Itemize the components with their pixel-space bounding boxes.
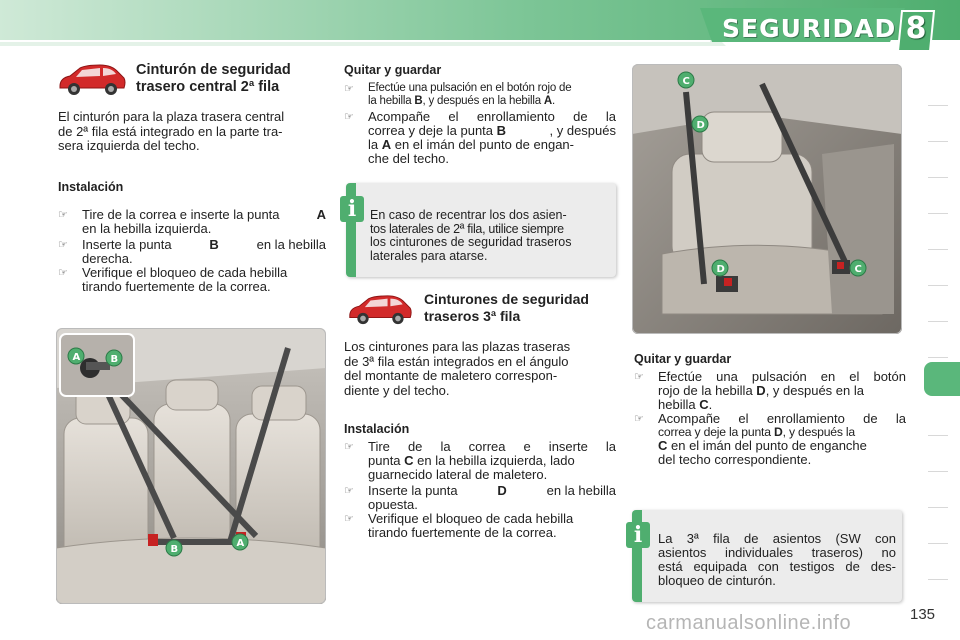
- text-run: rojo de la hebilla: [658, 383, 757, 398]
- info-icon: i: [340, 196, 364, 222]
- install-step-2: [344, 484, 616, 512]
- text-line: los cinturones de seguridad traseros: [370, 235, 572, 249]
- text-run: , y después: [549, 123, 616, 138]
- install-step-3: [58, 266, 326, 294]
- text-line: del techo correspondiente.: [658, 452, 812, 467]
- chapter-tab[interactable]: [928, 322, 948, 358]
- text-run: , y después la: [782, 425, 856, 439]
- car-icon: [56, 62, 128, 98]
- text-line: Verifique el bloqueo de cada hebilla: [368, 511, 574, 526]
- text-line: Tire de la correa e inserte la: [368, 439, 616, 454]
- text-line: bloqueo de cinturón.: [658, 573, 776, 588]
- chapter-tab[interactable]: [928, 70, 948, 106]
- info-box-third-row: [632, 510, 902, 602]
- text-run: , y después en la: [765, 383, 864, 398]
- text-line: de 2ª fila está integrado en la parte tra-: [58, 123, 283, 139]
- label-a: A: [72, 352, 81, 363]
- text-run: , y después en la hebilla: [422, 95, 544, 107]
- pointing-hand-icon: ☞: [634, 371, 644, 383]
- text-line: Acompañe el enrollamiento de la: [368, 109, 616, 124]
- text-line: está equipada con testigos de des-: [658, 559, 896, 574]
- chapter-number: 8: [905, 11, 927, 46]
- remove-step-1: [634, 370, 906, 412]
- remove-heading-central: Quitar y guardar: [344, 63, 442, 77]
- chapter-tab[interactable]: [928, 142, 948, 178]
- text-line: Acompañe el enrollamiento de la: [658, 411, 906, 426]
- label-letter: B: [414, 95, 423, 107]
- label-letter: B: [496, 123, 507, 138]
- chapter-tab[interactable]: [928, 250, 948, 286]
- text-line: Efectúe una pulsación en el botón: [658, 369, 906, 384]
- photo-third-row-seat: [632, 64, 902, 334]
- label-b: B: [110, 354, 119, 365]
- text-run: .: [708, 397, 713, 412]
- chapter-tab[interactable]: [928, 508, 948, 544]
- remove-step-1: [344, 82, 616, 108]
- section-title-line: traseros 3ª fila: [424, 308, 521, 324]
- pointing-hand-icon: ☞: [344, 485, 354, 497]
- label-b: B: [170, 544, 179, 555]
- text-line: guarnecido lateral de maletero.: [368, 467, 548, 482]
- label-letter: C: [699, 397, 709, 412]
- label-letter: D: [756, 383, 766, 398]
- text-run: hebilla: [658, 397, 700, 412]
- chapter-tab-active[interactable]: [924, 362, 960, 396]
- text-run: correa y deje la punta: [658, 425, 774, 439]
- watermark: carmanualsonline.info: [646, 612, 852, 634]
- label-d: D: [716, 264, 725, 275]
- chapter-tab[interactable]: [928, 436, 948, 472]
- install-step-2: [58, 238, 326, 266]
- text-run: la: [368, 137, 382, 152]
- text-line: El cinturón para la plaza trasera central: [58, 109, 285, 124]
- remove-step-2: [344, 110, 616, 166]
- text-run: Tire de la correa e inserte la punta: [82, 207, 280, 222]
- label-c: C: [682, 76, 690, 87]
- text-run: .: [552, 95, 555, 107]
- text-line: en la hebilla izquierda.: [82, 221, 212, 236]
- chapter-tab[interactable]: [928, 400, 948, 436]
- text-run: en la hebilla: [546, 483, 616, 498]
- label-letter: A: [316, 207, 326, 222]
- text-run: correa y deje la punta: [368, 123, 497, 138]
- chapter-tab[interactable]: [928, 472, 948, 508]
- text-run: en la hebilla: [256, 237, 326, 252]
- info-icon: i: [626, 522, 650, 548]
- intro-paragraph-third-row: [344, 340, 616, 398]
- label-letter: A: [381, 137, 392, 152]
- install-heading-third-row: Instalación: [344, 422, 410, 436]
- text-line: del montante de maletero correspon-: [344, 368, 558, 383]
- section-title-third-row: [424, 291, 589, 325]
- install-heading-central: Instalación: [58, 180, 124, 194]
- label-letter: A: [543, 95, 552, 107]
- label-letter: C: [404, 453, 414, 468]
- install-step-1: [344, 440, 616, 482]
- pointing-hand-icon: ☞: [344, 83, 354, 95]
- page-number: 135: [910, 606, 936, 623]
- chapter-tab[interactable]: [928, 214, 948, 250]
- text-run: en el imán del punto de enganche: [667, 438, 867, 453]
- section-title-line: Cinturón de seguridad: [136, 62, 291, 78]
- chapter-tab[interactable]: [928, 106, 948, 142]
- text-line: diente y del techo.: [344, 382, 450, 398]
- pointing-hand-icon: ☞: [344, 111, 354, 123]
- pointing-hand-icon: ☞: [58, 209, 68, 221]
- text-run: la hebilla: [368, 95, 415, 107]
- text-line: tirando fuertemente de la correa.: [82, 279, 271, 294]
- text-line: tirando fuertemente de la correa.: [368, 525, 557, 540]
- pointing-hand-icon: ☞: [344, 441, 354, 453]
- pointing-hand-icon: ☞: [58, 239, 68, 251]
- install-step-3: [344, 512, 616, 540]
- text-line: asientos individuales traseros) no: [658, 545, 896, 560]
- text-run: punta: [368, 453, 405, 468]
- pointing-hand-icon: ☞: [58, 267, 68, 279]
- pointing-hand-icon: ☞: [634, 413, 644, 425]
- label-letter: D: [774, 425, 783, 439]
- label-letter: D: [497, 483, 507, 498]
- chapter-tab[interactable]: [928, 286, 948, 322]
- chapter-tab[interactable]: [928, 544, 948, 580]
- label-c: C: [854, 264, 862, 275]
- text-line: sera izquierda del techo.: [58, 138, 200, 153]
- section-title-line: trasero central 2ª fila: [136, 79, 280, 95]
- label-letter: B: [209, 237, 219, 252]
- remove-step-2: [634, 412, 906, 467]
- text-line: Efectúe una pulsación en el botón rojo de: [368, 82, 572, 94]
- text-run: Inserte la punta: [82, 237, 172, 252]
- info-text: [658, 532, 896, 588]
- car-icon: [346, 293, 414, 327]
- text-line: tos laterales de 2ª fila, utilice siempre: [370, 221, 564, 236]
- label-letter: C: [658, 438, 668, 453]
- text-line: de 3ª fila están integrados en el ángulo: [344, 353, 569, 369]
- label-a: A: [236, 538, 245, 549]
- info-box-recenter: [346, 183, 616, 277]
- install-step-1: [58, 208, 326, 236]
- text-run: Inserte la punta: [368, 483, 458, 498]
- text-line: Los cinturones para las plazas traseras: [344, 339, 571, 354]
- text-line: La 3ª fila de asientos (SW con: [658, 531, 896, 546]
- photo-second-row-seat: [56, 328, 326, 604]
- text-line: derecha.: [82, 251, 133, 266]
- text-line: che del techo.: [368, 151, 449, 166]
- intro-paragraph-central: [58, 110, 326, 154]
- chapter-tab[interactable]: [928, 178, 948, 214]
- section-title-line: Cinturones de seguridad: [424, 291, 589, 307]
- remove-heading-third-row: Quitar y guardar: [634, 352, 732, 366]
- section-title-central: [136, 62, 291, 96]
- pointing-hand-icon: ☞: [344, 513, 354, 525]
- label-d: D: [696, 120, 705, 131]
- text-line: Verifique el bloqueo de cada hebilla: [82, 265, 288, 280]
- text-line: En caso de recentrar los dos asien-: [370, 208, 567, 222]
- info-text: [370, 209, 610, 263]
- page-title: SEGURIDAD: [722, 14, 897, 43]
- text-run: en el imán del punto de engan-: [391, 137, 574, 152]
- text-run: en la hebilla izquierda, lado: [413, 453, 575, 468]
- text-line: laterales para atarse.: [370, 248, 488, 263]
- text-line: opuesta.: [368, 497, 418, 512]
